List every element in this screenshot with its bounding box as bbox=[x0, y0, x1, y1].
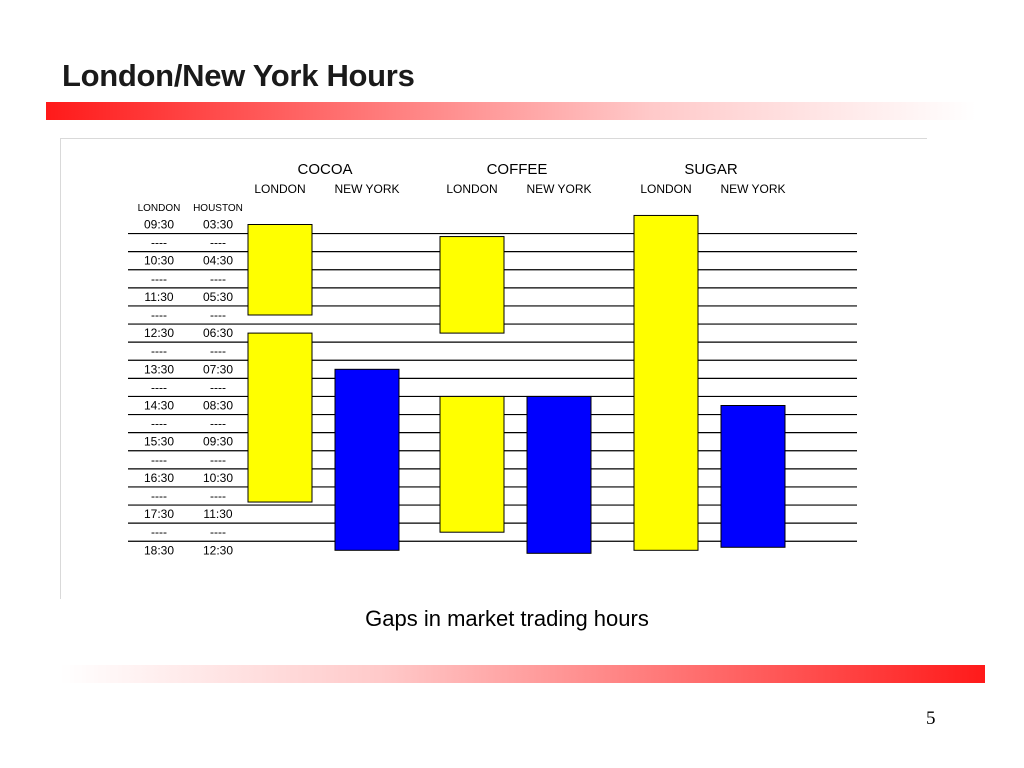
time-header-london: LONDON bbox=[137, 203, 181, 214]
time-label-london: 17:30 bbox=[143, 507, 175, 522]
column-header-new-york: NEW YORK bbox=[720, 182, 786, 196]
time-label-houston: 09:30 bbox=[202, 434, 234, 449]
time-label-london: ---- bbox=[151, 452, 167, 467]
time-label-houston: 04:30 bbox=[202, 253, 234, 268]
session-bar-cocoa-new-york bbox=[335, 369, 399, 550]
time-label-london: ---- bbox=[151, 416, 167, 431]
time-label-houston: 07:30 bbox=[202, 362, 234, 377]
time-label-houston: ---- bbox=[210, 525, 226, 540]
time-label-london: ---- bbox=[151, 235, 167, 250]
commodity-header-sugar: SUGAR bbox=[684, 161, 738, 178]
time-label-houston: 11:30 bbox=[203, 507, 233, 522]
time-label-houston: ---- bbox=[210, 235, 226, 250]
time-label-houston: ---- bbox=[210, 452, 226, 467]
time-label-london: ---- bbox=[151, 525, 167, 540]
chart-caption: Gaps in market trading hours bbox=[365, 606, 649, 631]
time-label-london: 16:30 bbox=[143, 470, 175, 485]
session-bar-coffee-london bbox=[440, 396, 504, 532]
time-label-houston: 03:30 bbox=[202, 217, 234, 232]
time-label-london: ---- bbox=[151, 271, 167, 286]
time-label-london: 10:30 bbox=[143, 253, 175, 268]
time-label-london: 18:30 bbox=[143, 543, 175, 558]
time-label-houston: ---- bbox=[210, 271, 226, 286]
time-label-london: 09:30 bbox=[143, 217, 175, 232]
time-label-london: 15:30 bbox=[143, 434, 175, 449]
time-label-london: 14:30 bbox=[143, 398, 175, 413]
column-header-london: LONDON bbox=[640, 182, 692, 196]
session-bar-coffee-london bbox=[440, 237, 504, 334]
time-label-houston: 08:30 bbox=[202, 398, 234, 413]
time-label-london: ---- bbox=[151, 380, 167, 395]
commodity-header-coffee: COFFEE bbox=[486, 161, 548, 178]
time-label-houston: 06:30 bbox=[202, 326, 234, 341]
time-label-london: ---- bbox=[151, 489, 167, 503]
session-bar-sugar-new-york bbox=[721, 406, 785, 548]
time-header-houston: HOUSTON bbox=[193, 203, 243, 214]
column-header-new-york: NEW YORK bbox=[334, 182, 400, 196]
time-label-houston: ---- bbox=[210, 344, 226, 359]
time-label-london: ---- bbox=[151, 344, 167, 359]
time-label-houston: ---- bbox=[210, 308, 226, 322]
time-label-houston: 12:30 bbox=[202, 543, 234, 558]
session-bar-coffee-new-york bbox=[527, 396, 591, 553]
bottom-accent-bar bbox=[60, 665, 985, 683]
column-header-london: LONDON bbox=[254, 182, 306, 196]
session-bar-cocoa-london bbox=[248, 333, 312, 502]
time-label-london: 12:30 bbox=[143, 326, 175, 341]
session-bar-sugar-london bbox=[634, 215, 698, 550]
page-number: 5 bbox=[926, 708, 936, 729]
time-label-houston: 10:30 bbox=[202, 470, 234, 485]
column-header-london: LONDON bbox=[446, 182, 498, 196]
time-label-london: 13:30 bbox=[143, 362, 175, 377]
column-header-new-york: NEW YORK bbox=[526, 182, 592, 196]
time-label-houston: ---- bbox=[210, 489, 226, 503]
slide-title: London/New York Hours bbox=[62, 58, 415, 93]
time-label-houston: ---- bbox=[210, 416, 226, 431]
time-label-london: ---- bbox=[151, 308, 167, 322]
time-label-london: 11:30 bbox=[144, 289, 174, 304]
commodity-header-cocoa: COCOA bbox=[297, 161, 353, 178]
session-bar-cocoa-london bbox=[248, 225, 312, 316]
time-label-houston: 05:30 bbox=[202, 289, 234, 304]
time-label-houston: ---- bbox=[210, 380, 226, 395]
